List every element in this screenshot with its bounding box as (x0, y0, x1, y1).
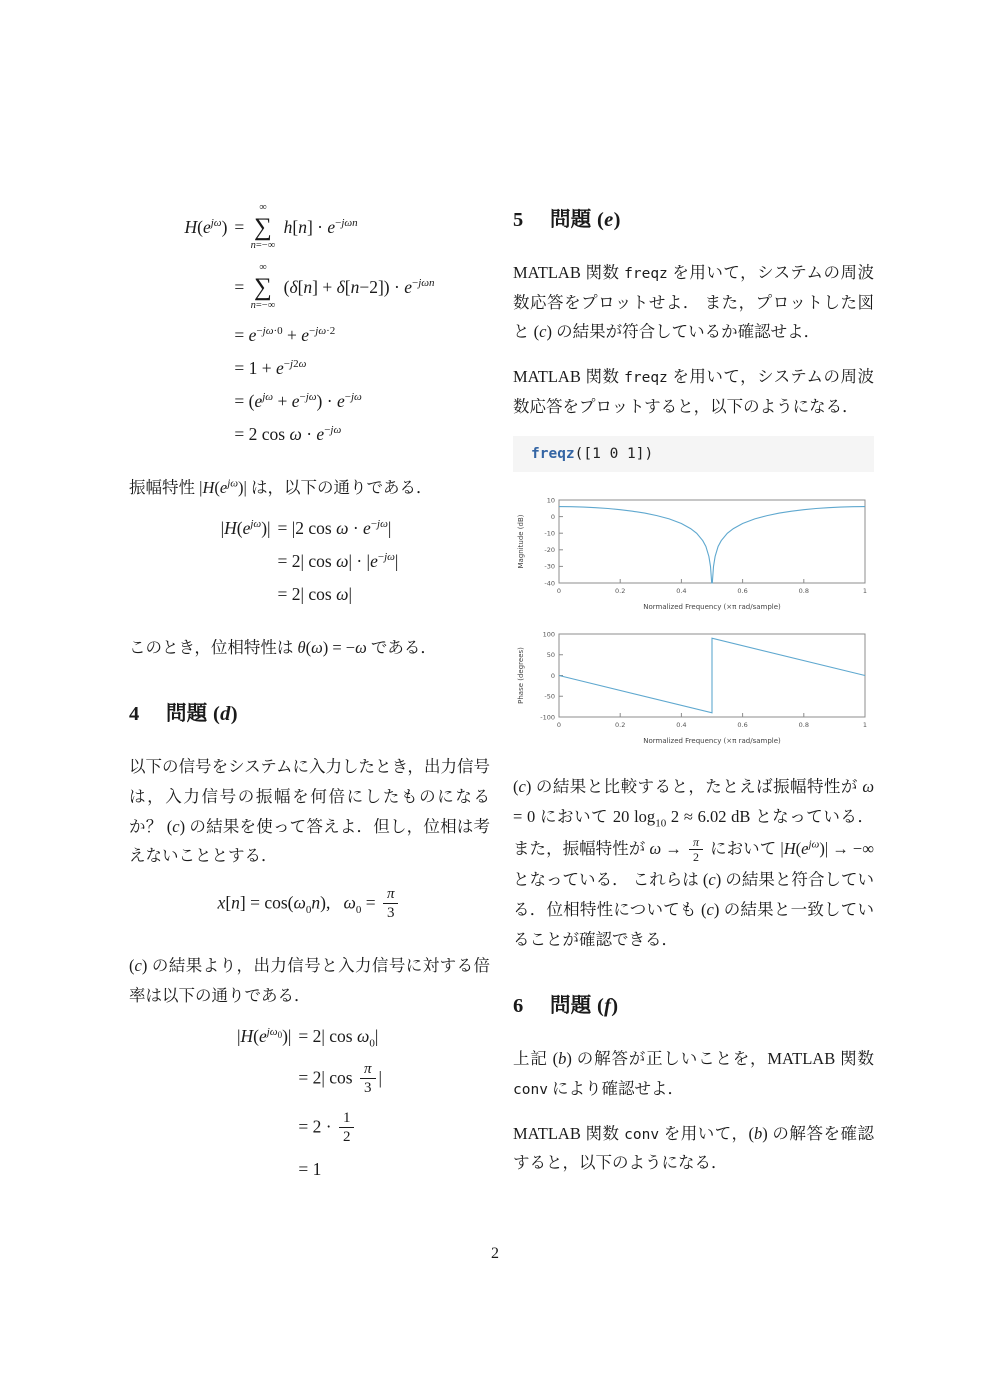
svg-text:0: 0 (556, 587, 562, 596)
svg-text:0.6: 0.6 (737, 587, 748, 596)
svg-text:-10: -10 (544, 529, 555, 538)
left-column (129, 199, 490, 1208)
section-number: 4 (129, 703, 140, 726)
svg-text:-50: -50 (544, 692, 555, 701)
svg-text:-100: -100 (540, 713, 555, 722)
section-heading-4 (129, 696, 490, 726)
section-number: 6 (513, 995, 524, 1018)
paragraph-phase-characteristic: このとき，位相特性は θ(ω) = −ω である． (129, 637, 437, 657)
equation-rhs: = $e^{-j\omega\cdot 0} + e^{-j\omega\cdot 2}$ (234, 325, 336, 345)
svg-text:Magnitude (dB): Magnitude (dB) (517, 514, 525, 569)
paragraph-d-question: 以下の信号をシステムに入力したとき，出力信号は，入力信号の振幅を何倍にしたものになるか？ (c) の結果を使って答えよ．但し，位相は考えないこととする． (129, 757, 491, 866)
equation-rhs: = 2| $\cos \omega| \cdot |e^{-j\omega}|$ (277, 550, 399, 571)
equation-rhs: = 2| cos $\frac{\pi}{3}$ | (298, 1061, 383, 1096)
svg-text:100: 100 (542, 630, 555, 639)
paragraph-amplitude-intro: 振幅特性 $|H(e^{j\omega})|$ は，以下の通りである． (129, 477, 433, 497)
equation-rhs: = ∞ ∑ n=−∞ $(\delta[n] + \delta[n-2]) \cdot e^{-j\omega n}$ (234, 262, 435, 311)
svg-text:1: 1 (862, 721, 868, 730)
svg-text:-40: -40 (544, 579, 555, 588)
equation-rhs: = 1 (298, 1159, 322, 1179)
paragraph-f-task: 上記 (b) の解答が正しいことを，MATLAB 関数 conv により確認せよ． (513, 1049, 874, 1099)
svg-text:0.8: 0.8 (798, 587, 809, 596)
phase-response-plot (513, 628, 874, 748)
equation-rhs: = ∞ ∑ n=−∞ $h[n] \cdot e^{-j\omega n}$ (234, 202, 358, 251)
equation-rhs: = |2 $\cos \omega \cdot e^{-j\omega}|$ (277, 517, 392, 538)
svg-text:0.2: 0.2 (615, 721, 626, 730)
equation-gain-computation (129, 1026, 490, 1181)
svg-text:0.4: 0.4 (676, 587, 687, 596)
magnitude-response-plot (513, 494, 874, 614)
equation-input-signal: $x[n] = \cos(\omega_0n)$, $\omega_0$ = $\frac{\pi}{3}$ (129, 886, 490, 923)
svg-text:0.2: 0.2 (615, 587, 626, 596)
code-line: freqz([1 0 1]) (531, 446, 654, 463)
paragraph-d-result-intro: (c) の結果より，出力信号と入力信号に対する倍率は以下の通りである． (129, 956, 490, 1005)
paragraph-e-discussion: (c) の結果と比較すると，たとえば振幅特性が ω = 0 において 20 $\log_{10} 2 \approx 6.02$ dB となっている． また，振幅特性が ω → $\frac{\pi}{2}$ において $|H(e^{j\omega})|$ → −∞ となっている． これらは (c) の結果と符合している．位相特性についても (c) の結果と一致していることが確認できる． (513, 777, 875, 949)
equation-lhs: $|H(e^{j\omega})|$ (220, 517, 271, 538)
equation-rhs: = 2 · $\frac{1}{2}$ (298, 1110, 382, 1147)
svg-text:Normalized Frequency (×π rad/s: Normalized Frequency (×π rad/sample) (643, 737, 781, 746)
svg-text:0: 0 (550, 672, 555, 681)
equation-lhs: $|H(e^{j\omega_0})|$ (236, 1025, 292, 1046)
two-column-layout (129, 199, 874, 1208)
svg-text:0.8: 0.8 (798, 721, 809, 730)
page-number: 2 (491, 1245, 499, 1262)
section-heading-6 (513, 988, 874, 1018)
svg-text:Normalized Frequency (×π rad/s: Normalized Frequency (×π rad/sample) (643, 603, 781, 612)
section-title: 問題 (e) (550, 209, 621, 231)
svg-text:0.6: 0.6 (737, 721, 748, 730)
svg-text:-20: -20 (544, 546, 555, 555)
svg-text:0: 0 (550, 513, 555, 522)
equation-rhs: = 2 $\cos \omega \cdot e^{-j\omega}$ (234, 424, 342, 444)
equation-rhs: = $(e^{j\omega} + e^{-j\omega}) \cdot e^{-j\omega}$ (234, 391, 362, 411)
svg-text:0: 0 (556, 721, 562, 730)
matlab-code-block (513, 436, 874, 472)
paragraph-e-task: MATLAB 関数 freqz を用いて，システムの周波数応答をプロットせよ． また，プロットした図と (c) の結果が符合しているか確認せよ． (513, 263, 874, 342)
svg-text:1: 1 (862, 587, 868, 596)
equation-lhs: $H(e^{j\omega})$ (184, 217, 228, 238)
section-title: 問題 (f) (550, 995, 619, 1018)
paragraph-e-answer-intro: MATLAB 関数 freqz を用いて，システムの周波数応答をプロットすると，以下のようになる． (513, 367, 874, 416)
equation-rhs: = 2| cos ω| (277, 583, 352, 604)
svg-text:0.4: 0.4 (676, 721, 687, 730)
paragraph-f-answer-intro: MATLAB 関数 conv を用いて，(b) の解答を確認すると，以下のようになる． (513, 1123, 875, 1173)
svg-text:50: 50 (546, 651, 555, 660)
svg-text:-30: -30 (544, 563, 555, 572)
equation-frequency-response-derivation (129, 202, 490, 445)
freqz-figure (513, 494, 874, 748)
section-heading-5 (513, 202, 874, 232)
svg-text:10: 10 (546, 496, 555, 505)
equation-rhs: = 2| $\cos \omega_0|$ (298, 1025, 379, 1049)
equation-magnitude-characteristic (129, 518, 490, 605)
section-number: 5 (513, 209, 524, 231)
section-title: 問題 (d) (166, 703, 238, 726)
svg-text:Phase (degrees): Phase (degrees) (517, 647, 525, 705)
right-column (513, 199, 874, 1208)
equation-rhs: = $1 + e^{-j2\omega}$ (234, 358, 307, 378)
